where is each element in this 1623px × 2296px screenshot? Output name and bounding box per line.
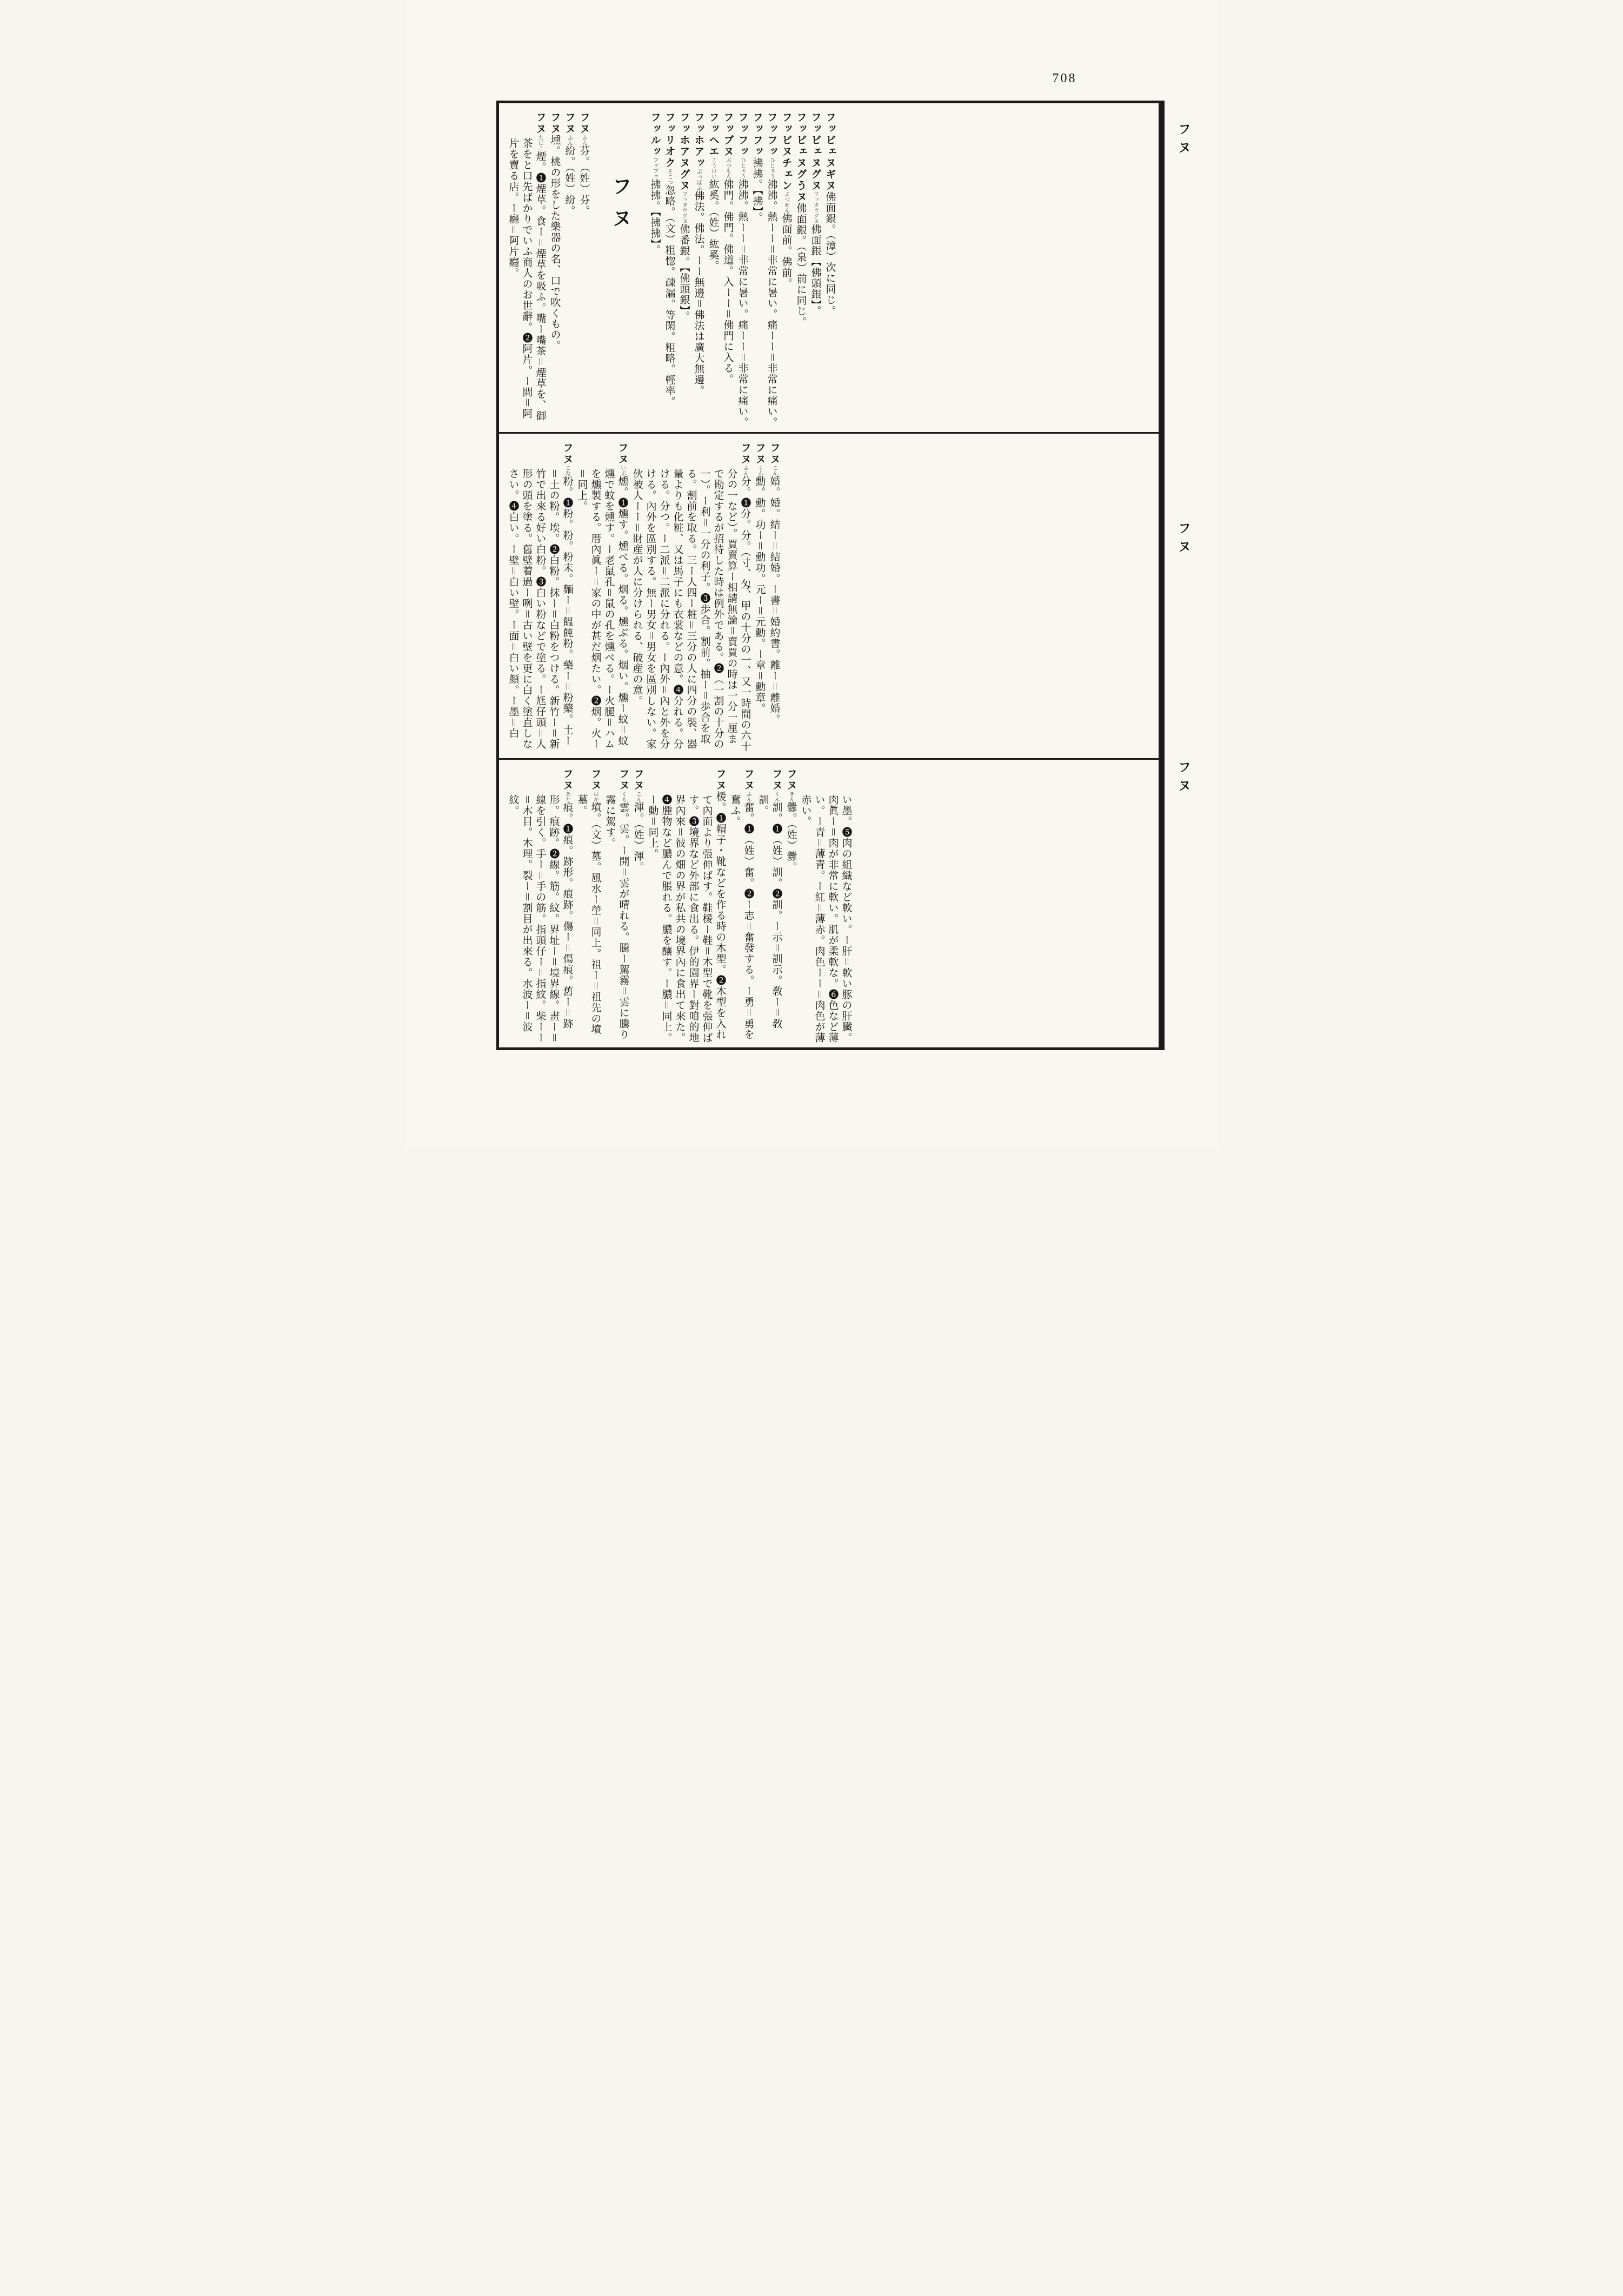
entry-headword: フヌ [632,768,644,791]
entry-definition: 雲。雲。ー開＝雲が晴れる。騰ー駕霧＝雲に騰り霧に駕す。 [604,794,629,1040]
dictionary-entry [677,112,691,429]
entry-headword: フヌ [754,442,766,465]
entry-furigana: たばこ [537,135,543,151]
entry-headword: フッビェヌギヌ [824,112,836,191]
entry-furigana: フッタウグヌ [681,191,687,224]
dictionary-entry [799,768,853,1044]
entry-headword: フッビェヌグヌ [809,112,821,191]
dictionary-entry [630,442,752,755]
entry-headword: フッルッ [649,112,661,157]
entry-headword: フヌ [561,768,573,791]
entry-furigana: ひじゃう [739,157,746,179]
entry-headword: フッホアヌグヌ [678,112,690,191]
entry-definition: い墨。❺肉の組織など軟い。ー肝＝軟い豚の肝臟。肉眞ー＝肉が非常に軟い。肌が柔軟な。❻色など薄い。ー青＝薄青。ー紅＝薄赤。肉色ーー＝肉色が薄赤い。 [800,794,852,1044]
entry-definition: 釁。（姓）釁。 [785,802,797,873]
entry-definition: 勳。勳。功ー＝勳功。元ー＝元勳。ー章＝勳章。 [754,476,766,714]
entry-definition: 楥。❶帽子・靴などを作る時の木型。❷木型を入れて內面より張伸ばす。鞋楥ー鞋＝木型で靴を張伸ばす。❸境界など外部に食出る。伊的園界ー對咱的地界內來＝彼の畑の界が私共の境界內に食出て來た。❹腫物など膿んで脹れる。膿を釀す。ー膿＝同上。ー動＝同上。 [647,791,726,1044]
margin-guide-label: フヌ [1175,760,1190,797]
entry-definition: 佛面銀。（泉）前に同じ。 [795,203,807,328]
entry-furigana: くん [773,791,780,802]
dictionary-entry [692,112,706,429]
entry-definition: 分。❶分。分。（寸、匁、甲の十分の一、又一時間の六十分の一など）。買賣算ー相請無論＝賣買の時は一分一厘まで勘定するが招待した時は例外である。❷（一割の十分の一）。ー利＝一分の利子。❸歩合。割前。抽ー＝歩合を取る。割前を取る。三ー人四ー粧＝三分の人に四分の裝、器量よりも化粧、又は馬子にも衣裳などの意。❹分れる。分ける。分つ。ー二派＝二派に分れる。ー內外＝內と外を分ける。內外を區別する。無ー男女＝男女を區別しない。家伙被人ーー＝財産が人に分けられる、破産の意。 [631,468,751,752]
dictionary-entry [756,768,783,1044]
dictionary-entry [646,768,727,1044]
dictionary-entry [750,112,764,429]
entry-headword: フヌ [714,768,726,791]
entry-definition: 佛番銀。【佛頭銀】。 [678,224,690,322]
entry-definition: 拂拂。【拂拂】。 [649,179,661,255]
dictionary-entry [780,112,793,429]
entry-furigana: そこつ [666,169,673,185]
entry-definition: 訓。❶（姓）訓。❷訓。ー示＝訓示。敎ー＝敎訓。 [757,794,782,1030]
dictionary-entry [809,112,822,429]
dictionary-entry [663,112,676,429]
dictionary-entry [721,112,735,429]
entry-headword: フヌ [616,442,628,465]
entry-furigana: こん [771,465,777,476]
margin-guide-label: フヌ [1175,521,1190,558]
entry-definition: 佛面銀。（漳）次に同じ。 [824,191,836,316]
dictionary-entry [707,112,720,429]
entry-headword: フヌ [561,442,573,465]
entry-definition: 沸沸。熱ーー＝非常に暑い。痛ーー＝非常に痛い。 [736,179,748,428]
dictionary-entry [563,112,576,429]
entry-furigana: ぶつぜん [783,191,789,213]
dictionary-page [406,0,1218,1148]
entry-headword: フッリオク [663,112,675,169]
entry-definition: 痕。❶痕。跡形。痕跡。傷ー＝傷痕。舊ー＝跡形。痕跡。❷線。筋。紋。界址ー＝境界線。畫ー＝線を引く。手ー＝手の筋。指頭仔ー＝指紋。柴ーー＝木目。木理。裂ー＝割目が出來る。水波ー＝波紋。 [507,794,573,1044]
entry-furigana: ひじゃう [768,157,775,179]
entry-definition: 壎。桃の形をした樂器の名、口で吹くもの。 [549,135,561,351]
entry-furigana: フッフッ [651,157,658,179]
page-frame [496,101,1165,1050]
entry-headword: フヌ [578,112,590,135]
entry-headword: フッビェヌグうヌ [795,112,807,203]
dictionary-entry [548,112,562,429]
entry-headword: フッフッ [766,112,777,157]
entry-furigana: くん [756,465,763,476]
entry-definition: 奮。❶（姓）奮。❷ー志＝奮發する。ー勇＝勇を奮ふ。 [729,794,754,1040]
dictionary-entry [736,112,749,429]
entry-furigana: ふん [745,791,751,802]
dictionary-entry [507,768,574,1044]
dictionary-entry [575,442,629,755]
entry-definition: 佛面銀【佛頭銀】。 [809,224,821,316]
entry-furigana: ぶつもん [724,157,731,179]
section-heading: フヌ [608,176,631,240]
entry-headword: フヌ [589,768,601,791]
entry-definition: 婚。婚。結ー＝結婚。ー書＝婚約書。離ー＝離婚。 [768,476,780,725]
entry-furigana: ふん [581,135,587,145]
entry-furigana: いぶ [619,465,626,476]
entry-definition: 煙。❶煙草。食ー＝煙草を吸ふ。嘴ー嘴茶＝煙草を、御茶をと口先ばかりでいふ商人のお世辭。❷阿片。ー間＝阿片を賣る店。ー癮＝阿片癮。 [507,138,546,422]
entry-headword: フッホアッ [693,112,704,169]
dictionary-entry [794,112,808,429]
dictionary-entry [631,768,645,1044]
entry-headword: フヌ [768,442,780,465]
dictionary-entry [648,112,662,429]
entry-definition: 沸沸。熱ーー＝非常に暑い。痛ーー＝非常に痛い。 [766,179,777,428]
entry-headword: フヌ [549,112,561,135]
entry-definition: 佛面前。佛前。 [780,213,792,289]
entry-furigana: フッタウグヌ [812,191,819,224]
dictionary-entry [823,112,837,429]
entry-definition: 紛。（姓）紛。 [563,145,575,216]
margin-guide-label: フヌ [1175,122,1190,159]
dictionary-entry [507,112,547,429]
entry-furigana: きん [788,791,794,802]
entry-headword: フッフッ [751,112,763,157]
dictionary-entry [765,112,779,429]
entry-definition: 佛法。佛法。ーー無邊＝佛法は廣大無邊。 [693,190,704,396]
dictionary-entry [575,768,602,1044]
entry-definition: 墳。（文）墓。風水ー塋＝同上。祖ー＝祖先の墳墓。 [576,794,601,1035]
entry-definition: 粉。❶粉。粉。粉末。麵ー＝饂飩粉。藥ー＝粉藥。土ー＝土の粉。埃。❷白粉。抹ー＝白粉をつける。新竹ー＝新竹で出來る好い白粉。❸白い粉などで塗る。ー尪仔頭＝人形の頭を塗る。舊壁着過ー咧＝古い壁を更に白く塗直しなさい。❹白い。ー壁＝白い壁。ー面＝白い顏。ー墨＝白 [507,468,573,750]
entry-headword: フヌ [770,768,782,791]
entry-furigana: ぶっぽふ [695,169,702,190]
entry-furigana: はか [592,791,598,802]
entry-furigana: あと [564,791,570,802]
entry-headword: フヌ [785,768,797,791]
entry-headword: フッブヌ [722,112,734,157]
entry-definition: 佛門。佛門。佛道。入ーー＝佛門に入る。 [722,179,734,385]
entry-furigana: こな [564,465,570,476]
entry-headword: フッフッ [736,112,748,157]
dictionary-entry [507,442,574,755]
entry-headword: フッヘエ [707,112,719,157]
entry-furigana: くも [620,791,627,802]
dictionary-entry [753,442,767,755]
entry-furigana: こん [635,791,641,802]
entry-furigana: ふん [742,465,748,476]
text-band-middle [499,434,788,758]
entry-headword: フヌ [739,442,751,465]
dictionary-entry [603,768,630,1044]
entry-definition: 忽略。（文）粗惚。疎漏。等閑。粗略。輕率。 [663,185,675,407]
entry-definition: 紘奚。（姓）紘奚。 [707,179,719,271]
entry-headword: フッビヌチェン [780,112,792,191]
dictionary-entry [784,768,798,1044]
entry-definition: 拂拂。【拂】。 [751,157,763,223]
entry-definition: 渾。（姓）渾。 [632,802,644,873]
text-band-bottom [499,760,860,1047]
entry-headword: フヌ [742,768,754,791]
dictionary-entry [577,112,591,429]
page-number: 708 [1052,71,1077,85]
text-band-top [499,103,843,432]
dictionary-entry [768,442,781,755]
entry-headword: フヌ [534,112,546,135]
entry-definition: 燻。❶燻す。燻べる。烟る。燻ぶる。烟い。燻ー蚊＝蚊燻で蚊を燻す。ー老鼠孔＝鼠の孔を燻べる。ー火腿＝ハムを燻製する。厝內眞ー＝家の中が甚だ烟たい。❷烟。火ー＝同上。 [576,468,628,750]
entry-headword: フヌ [617,768,629,791]
entry-furigana: こうけい [710,157,716,179]
dictionary-entry [728,768,755,1044]
entry-furigana: ふん [566,135,573,145]
entry-headword: フヌ [563,112,575,135]
entry-definition: 芬。（姓）芬。 [578,145,590,216]
